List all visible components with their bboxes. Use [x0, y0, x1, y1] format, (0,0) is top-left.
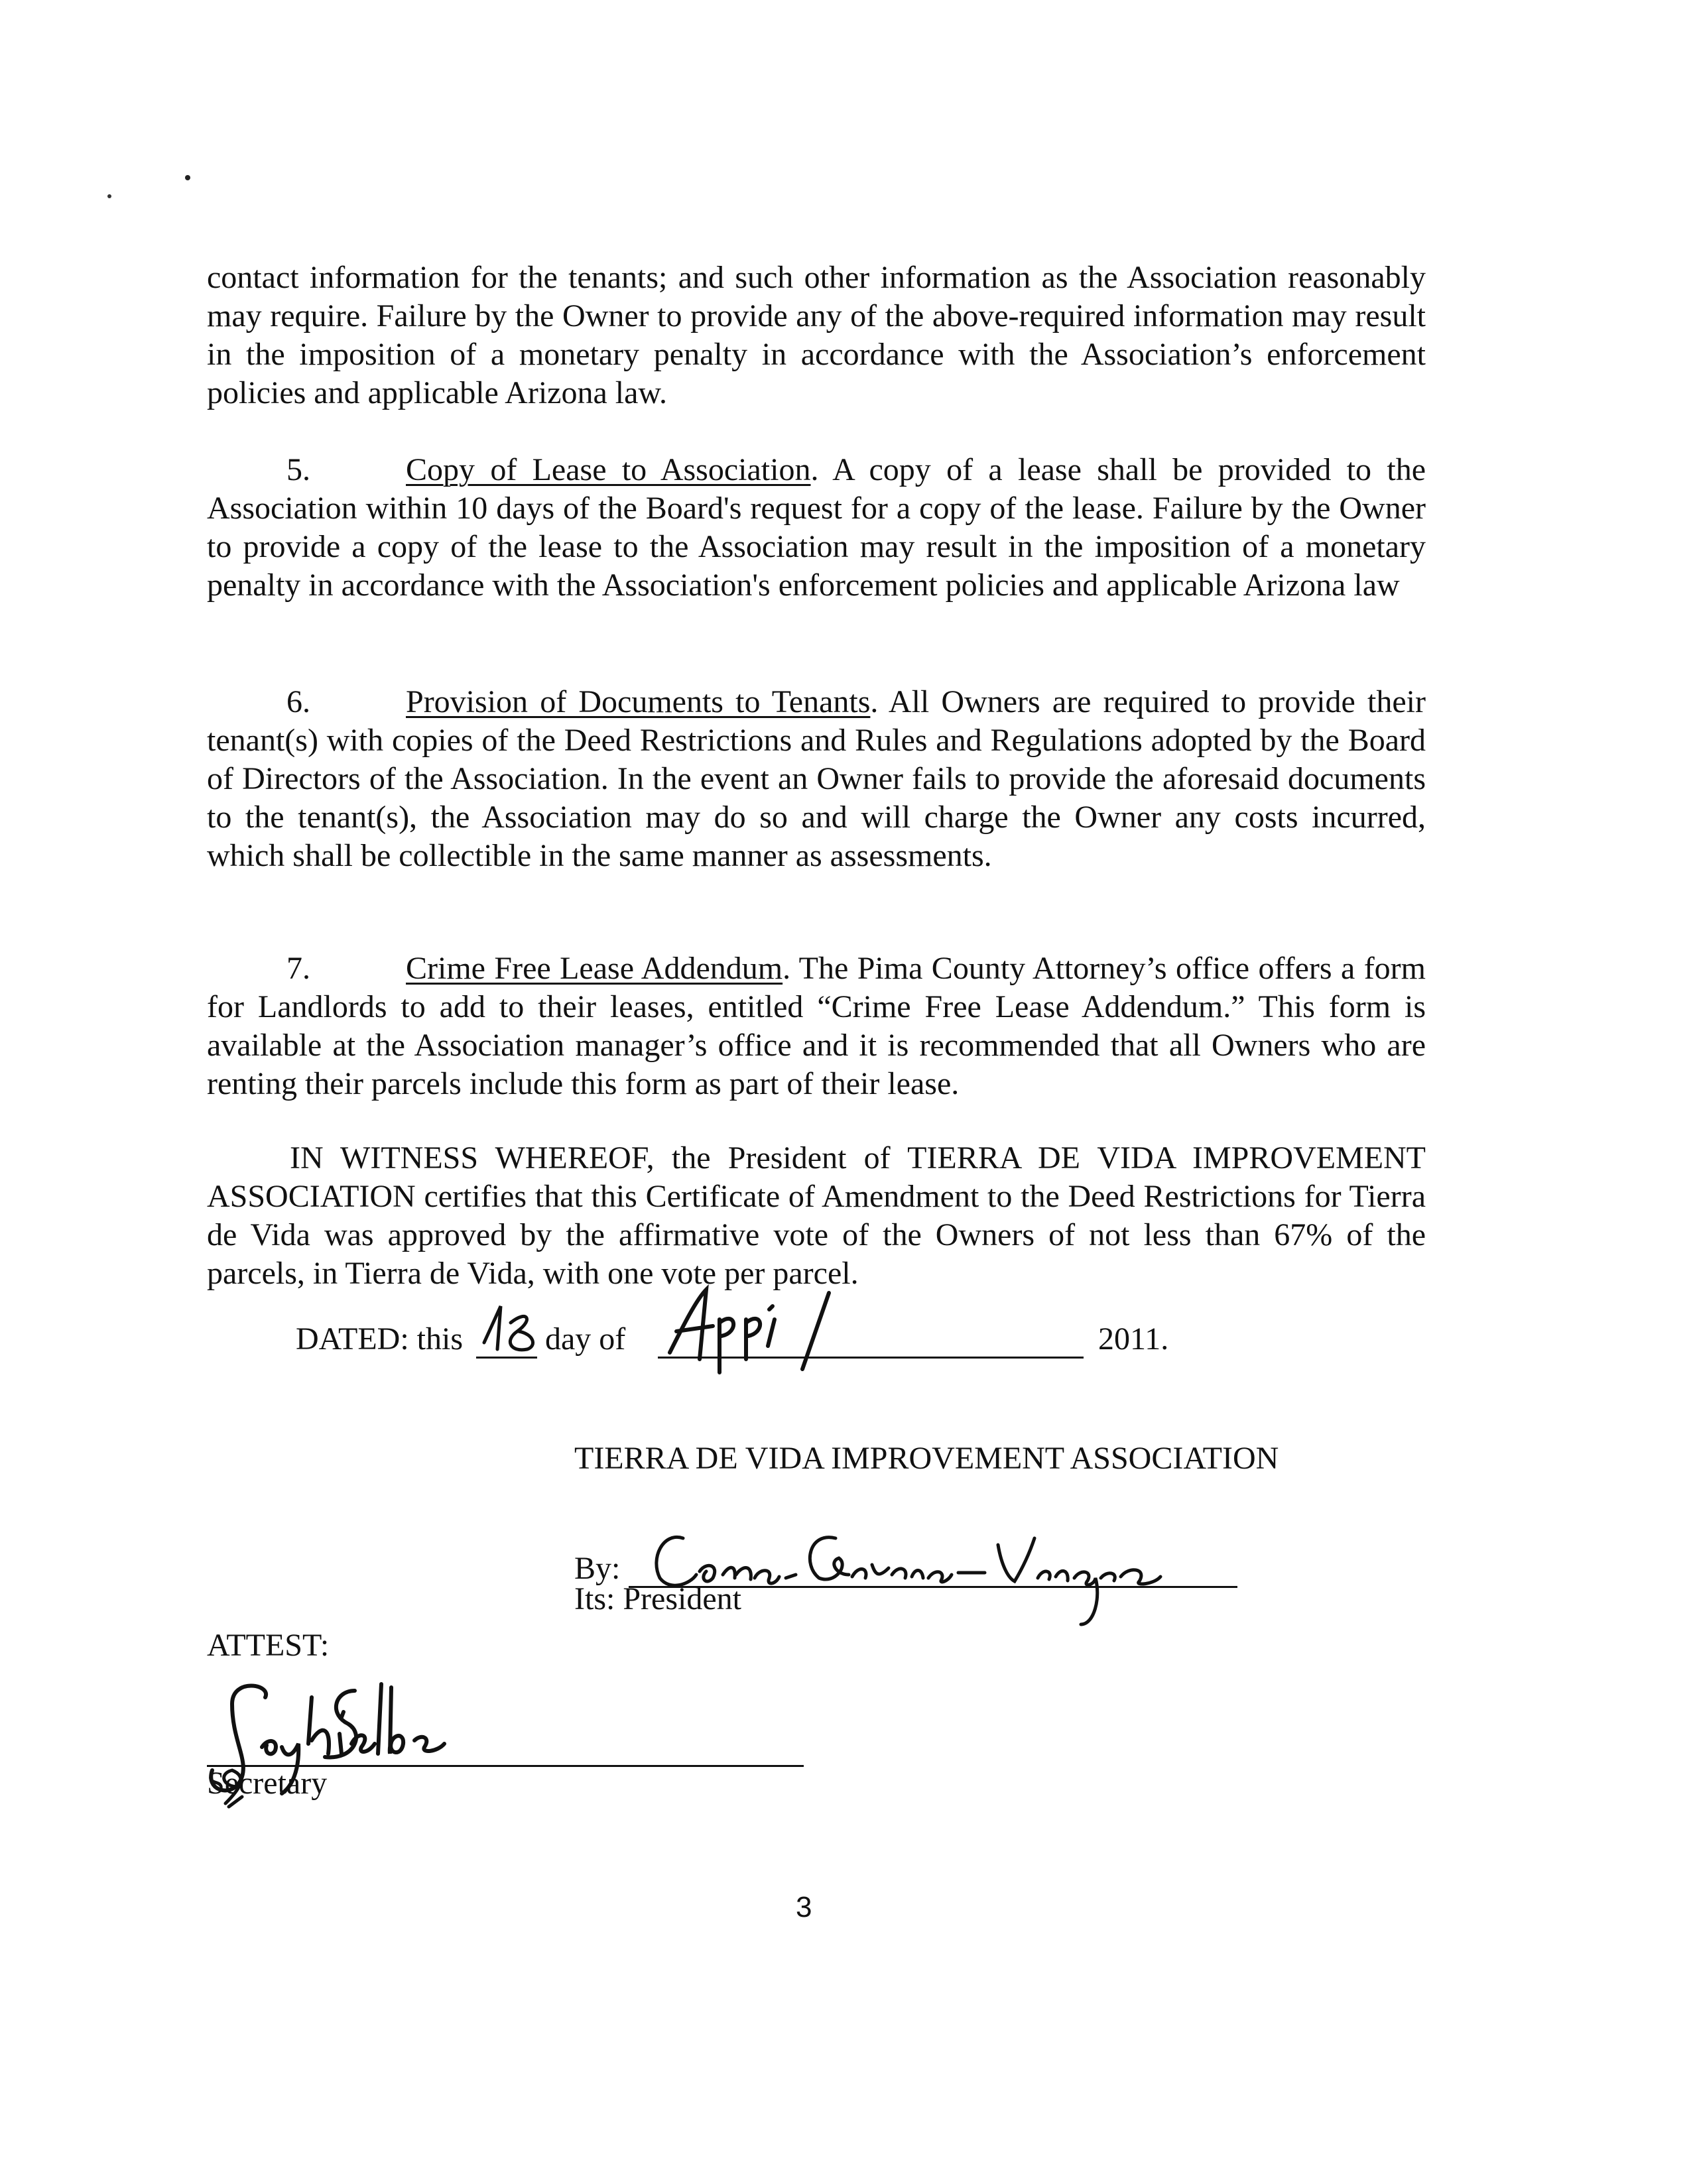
- section-7-number: 7.: [286, 951, 310, 986]
- day-handwritten: [471, 1293, 544, 1359]
- month-handwritten: [663, 1280, 862, 1379]
- section-7-paragraph: [207, 949, 1426, 1103]
- dated-year: 2011.: [1098, 1321, 1169, 1357]
- section-6-heading: Provision of Documents to Tenants: [406, 684, 871, 719]
- page-number: 3: [796, 1891, 812, 1923]
- section-5-paragraph: [207, 451, 1426, 605]
- witness-text: IN WITNESS WHEREOF, the President of TIERRA DE VIDA IMPROVEMENT ASSOCIATION certifies that this Certificate of Amendment to the Deed Restrictions for Tierra de Vida was approved by the affirmative vote of the Owners of not less than 67% of the parcels, in Tierra de Vida, with one vote per parcel.: [207, 1140, 1426, 1291]
- section-6-text: . All Owners are required to provide their tenant(s) with copies of the Deed Restrictions and Rules and Regulations adopted by the Board of Directors of the Association. In the event an Owner fails to provide the aforesaid documents to the tenant(s), the Association may do so and will charge the Owner any costs incurred, which shall be collectible in the same manner as assessments.: [207, 684, 1426, 873]
- intro-paragraph-text: contact information for the tenants; and such other information as the Association reasonably may require. Failure by the Owner to provide any of the above-required information may result in the imposition of a monetary penalty in accordance with the Association’s enforcement policies and applicable Arizona law.: [207, 260, 1426, 410]
- section-6-number: 6.: [286, 684, 310, 719]
- witness-paragraph: [207, 1139, 1426, 1293]
- by-label: By:: [574, 1551, 621, 1586]
- dated-prefix: DATED: this: [296, 1321, 463, 1357]
- dated-middle: day of: [545, 1321, 626, 1357]
- section-7-text: . The Pima County Attorney’s office offers a form for Landlords to add to their leases, entitled “Crime Free Lease Addendum.” This form is available at the Association manager’s office and it is recommended that all Owners who are renting their parcels include this form as part of their lease.: [207, 951, 1426, 1101]
- section-5-heading: Copy of Lease to Association: [406, 452, 811, 487]
- secretary-title: Secretary: [207, 1766, 328, 1801]
- section-5-text: . A copy of a lease shall be provided to the Association within 10 days of the Board's request for a copy of the lease. Failure by the Owner to provide a copy of the lease to the Association may result in the imposition of a monetary penalty in accordance with the Association's enforcement policies and applicable Arizona law: [207, 452, 1426, 603]
- its-president-label: Its: President: [574, 1581, 741, 1616]
- intro-paragraph: [207, 259, 1426, 412]
- section-5-number: 5.: [286, 452, 310, 487]
- president-signature-handwritten: [637, 1512, 1180, 1644]
- attest-label: ATTEST:: [207, 1628, 330, 1663]
- section-6-paragraph: [207, 683, 1426, 875]
- association-name: TIERRA DE VIDA IMPROVEMENT ASSOCIATION: [574, 1441, 1279, 1476]
- section-7-heading: Crime Free Lease Addendum: [406, 951, 783, 986]
